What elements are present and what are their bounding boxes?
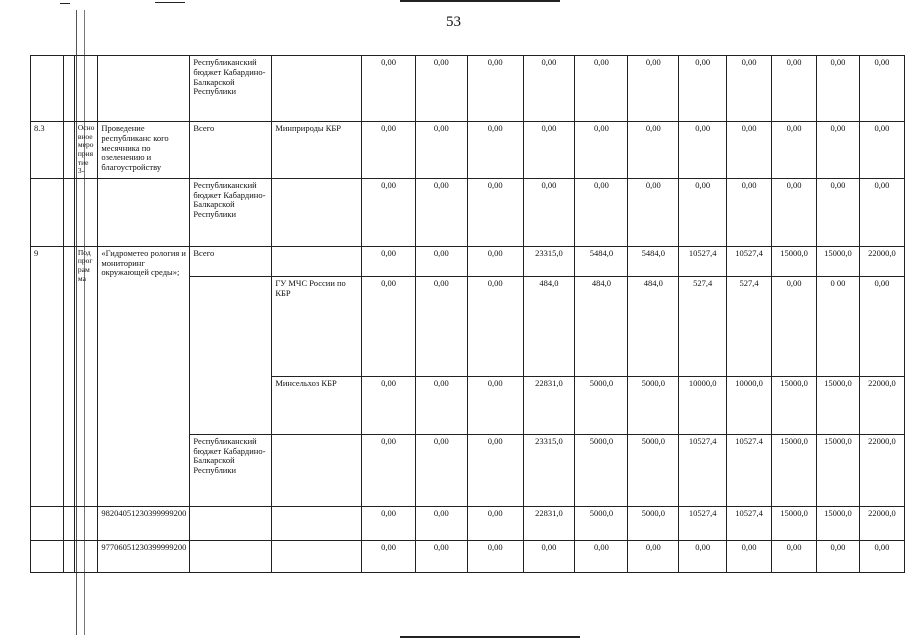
executor: Минсельхоз КБР bbox=[272, 376, 362, 434]
value-cell: 484,0 bbox=[628, 276, 679, 376]
executor bbox=[272, 56, 362, 122]
value-cell: 0,00 bbox=[575, 56, 628, 122]
scan-mark-bottom bbox=[400, 636, 580, 638]
value-cell: 22000,0 bbox=[859, 506, 904, 540]
row-number: 8.3 bbox=[31, 122, 64, 179]
table-row bbox=[31, 56, 905, 122]
value-cell: 0,00 bbox=[816, 122, 859, 179]
row-number: 9 bbox=[31, 246, 64, 506]
value-cell: 0,00 bbox=[816, 178, 859, 246]
value-cell: 0,00 bbox=[523, 122, 575, 179]
value-cell: 0,00 bbox=[727, 540, 772, 572]
value-cell: 0,00 bbox=[772, 276, 817, 376]
value-cell: 0,00 bbox=[859, 56, 904, 122]
value-cell: 0,00 bbox=[467, 506, 523, 540]
table-row bbox=[31, 122, 905, 179]
value-cell: 0,00 bbox=[362, 178, 416, 246]
value-cell: 5000,0 bbox=[628, 376, 679, 434]
value-cell: 0,00 bbox=[679, 56, 727, 122]
executor bbox=[272, 178, 362, 246]
value-cell: 5000,0 bbox=[628, 506, 679, 540]
value-cell: 0,00 bbox=[362, 434, 416, 506]
scan-mark-top-mid bbox=[155, 2, 185, 3]
value-cell: 0,00 bbox=[575, 122, 628, 179]
funding-source: Республиканский бюджет Кабардино-Балкарской Республики bbox=[190, 56, 272, 122]
value-cell: 0,00 bbox=[467, 276, 523, 376]
value-cell: 0,00 bbox=[415, 122, 467, 179]
value-cell: 15000,0 bbox=[816, 246, 859, 276]
row-name bbox=[98, 178, 190, 246]
value-cell: 5000,0 bbox=[575, 506, 628, 540]
executor: ГУ МЧС России по КБР bbox=[272, 276, 362, 376]
value-cell: 15000,0 bbox=[772, 376, 817, 434]
value-cell: 10000,0 bbox=[679, 376, 727, 434]
value-cell: 0,00 bbox=[467, 56, 523, 122]
value-cell: 0,00 bbox=[362, 506, 416, 540]
value-cell: 15000,0 bbox=[772, 434, 817, 506]
row-status bbox=[74, 56, 98, 122]
table-row bbox=[31, 246, 905, 276]
value-cell: 0,00 bbox=[727, 178, 772, 246]
value-cell: 0,00 bbox=[575, 178, 628, 246]
row-status bbox=[74, 178, 98, 246]
value-cell: 15000,0 bbox=[816, 434, 859, 506]
value-cell: 484,0 bbox=[523, 276, 575, 376]
value-cell: 23315,0 bbox=[523, 246, 575, 276]
value-cell: 22000,0 bbox=[859, 376, 904, 434]
value-cell: 10527.4 bbox=[727, 434, 772, 506]
value-cell: 0,00 bbox=[727, 56, 772, 122]
value-cell: 0,00 bbox=[362, 540, 416, 572]
value-cell: 0,00 bbox=[467, 246, 523, 276]
value-cell: 15000,0 bbox=[816, 506, 859, 540]
value-cell: 22000,0 bbox=[859, 434, 904, 506]
scan-mark-top-left bbox=[60, 3, 70, 4]
funding-source: Республиканский бюджет Кабардино-Балкарской Республики bbox=[190, 178, 272, 246]
value-cell: 22000,0 bbox=[859, 246, 904, 276]
value-cell: 0,00 bbox=[415, 246, 467, 276]
value-cell: 22831,0 bbox=[523, 506, 575, 540]
row-number bbox=[31, 178, 64, 246]
value-cell: 0,00 bbox=[679, 122, 727, 179]
row-name: Проведение республиканс кого месячника по озеленению и благоустройству bbox=[98, 122, 190, 179]
value-cell: 5000,0 bbox=[628, 434, 679, 506]
row-status: Осно вное меро прия тие 3- bbox=[74, 122, 98, 179]
value-cell: 527,4 bbox=[679, 276, 727, 376]
table-row bbox=[31, 506, 905, 540]
row-number bbox=[31, 56, 64, 122]
funding-source: Всего bbox=[190, 246, 272, 276]
executor bbox=[272, 506, 362, 540]
value-cell: 0,00 bbox=[523, 540, 575, 572]
table-row bbox=[31, 540, 905, 572]
value-cell: 0,00 bbox=[859, 122, 904, 179]
value-cell: 0,00 bbox=[415, 434, 467, 506]
value-cell: 0,00 bbox=[415, 178, 467, 246]
funding-source bbox=[190, 506, 272, 540]
value-cell: 0,00 bbox=[575, 540, 628, 572]
value-cell: 0,00 bbox=[415, 540, 467, 572]
row-number bbox=[31, 506, 64, 540]
budget-code: 98204051230399999200 bbox=[98, 506, 190, 540]
value-cell: 0,00 bbox=[772, 178, 817, 246]
value-cell: 0,00 bbox=[415, 56, 467, 122]
value-cell: 0,00 bbox=[415, 276, 467, 376]
value-cell: 0,00 bbox=[859, 178, 904, 246]
scan-mark-top-right bbox=[400, 0, 560, 2]
value-cell: 0,00 bbox=[772, 56, 817, 122]
value-cell: 0,00 bbox=[523, 178, 575, 246]
value-cell: 0,00 bbox=[772, 540, 817, 572]
value-cell: 0,00 bbox=[467, 434, 523, 506]
value-cell: 10527,4 bbox=[679, 246, 727, 276]
value-cell: 5000,0 bbox=[575, 376, 628, 434]
value-cell: 0,00 bbox=[772, 122, 817, 179]
row-status bbox=[74, 506, 98, 540]
funding-source bbox=[190, 540, 272, 572]
value-cell: 0,00 bbox=[362, 376, 416, 434]
value-cell: 0,00 bbox=[859, 276, 904, 376]
value-cell: 10000,0 bbox=[727, 376, 772, 434]
value-cell: 0,00 bbox=[816, 540, 859, 572]
value-cell: 484,0 bbox=[575, 276, 628, 376]
funding-source: Республиканский бюджет Кабардино-Балкарской Республики bbox=[190, 434, 272, 506]
value-cell: 10527,4 bbox=[679, 434, 727, 506]
value-cell: 15000,0 bbox=[816, 376, 859, 434]
executor bbox=[272, 246, 362, 276]
value-cell: 5484,0 bbox=[628, 246, 679, 276]
row-name bbox=[98, 56, 190, 122]
value-cell: 0,00 bbox=[679, 540, 727, 572]
value-cell: 527,4 bbox=[727, 276, 772, 376]
executor bbox=[272, 540, 362, 572]
value-cell: 0,00 bbox=[415, 376, 467, 434]
value-cell: 0,00 bbox=[628, 178, 679, 246]
value-cell: 0,00 bbox=[523, 56, 575, 122]
value-cell: 10527,4 bbox=[727, 246, 772, 276]
value-cell: 0,00 bbox=[467, 122, 523, 179]
value-cell: 0,00 bbox=[467, 540, 523, 572]
value-cell: 0,00 bbox=[628, 56, 679, 122]
executor bbox=[272, 434, 362, 506]
value-cell: 0,00 bbox=[727, 122, 772, 179]
row-name: «Гидрометео рология и мониторинг окружающей среды»; bbox=[98, 246, 190, 506]
value-cell: 0,00 bbox=[859, 540, 904, 572]
budget-table bbox=[30, 55, 905, 573]
funding-source bbox=[190, 276, 272, 434]
value-cell: 23315,0 bbox=[523, 434, 575, 506]
row-number bbox=[31, 540, 64, 572]
value-cell: 0,00 bbox=[362, 276, 416, 376]
page-number: 53 bbox=[446, 14, 461, 30]
budget-code: 97706051230399999200 bbox=[98, 540, 190, 572]
value-cell: 0,00 bbox=[628, 122, 679, 179]
row-status bbox=[74, 540, 98, 572]
value-cell: 0,00 bbox=[415, 506, 467, 540]
value-cell: 0,00 bbox=[816, 56, 859, 122]
value-cell: 0 00 bbox=[816, 276, 859, 376]
value-cell: 0,00 bbox=[679, 178, 727, 246]
value-cell: 0,00 bbox=[467, 178, 523, 246]
table-row bbox=[31, 178, 905, 246]
value-cell: 0,00 bbox=[362, 56, 416, 122]
funding-source: Всего bbox=[190, 122, 272, 179]
value-cell: 0,00 bbox=[628, 540, 679, 572]
value-cell: 10527,4 bbox=[679, 506, 727, 540]
value-cell: 15000,0 bbox=[772, 246, 817, 276]
value-cell: 0,00 bbox=[362, 122, 416, 179]
value-cell: 0,00 bbox=[467, 376, 523, 434]
value-cell: 15000,0 bbox=[772, 506, 817, 540]
value-cell: 5484,0 bbox=[575, 246, 628, 276]
value-cell: 5000,0 bbox=[575, 434, 628, 506]
executor: Минприроды КБР bbox=[272, 122, 362, 179]
row-status: Под прог рам ма bbox=[74, 246, 98, 506]
value-cell: 22831,0 bbox=[523, 376, 575, 434]
value-cell: 0,00 bbox=[362, 246, 416, 276]
value-cell: 10527,4 bbox=[727, 506, 772, 540]
